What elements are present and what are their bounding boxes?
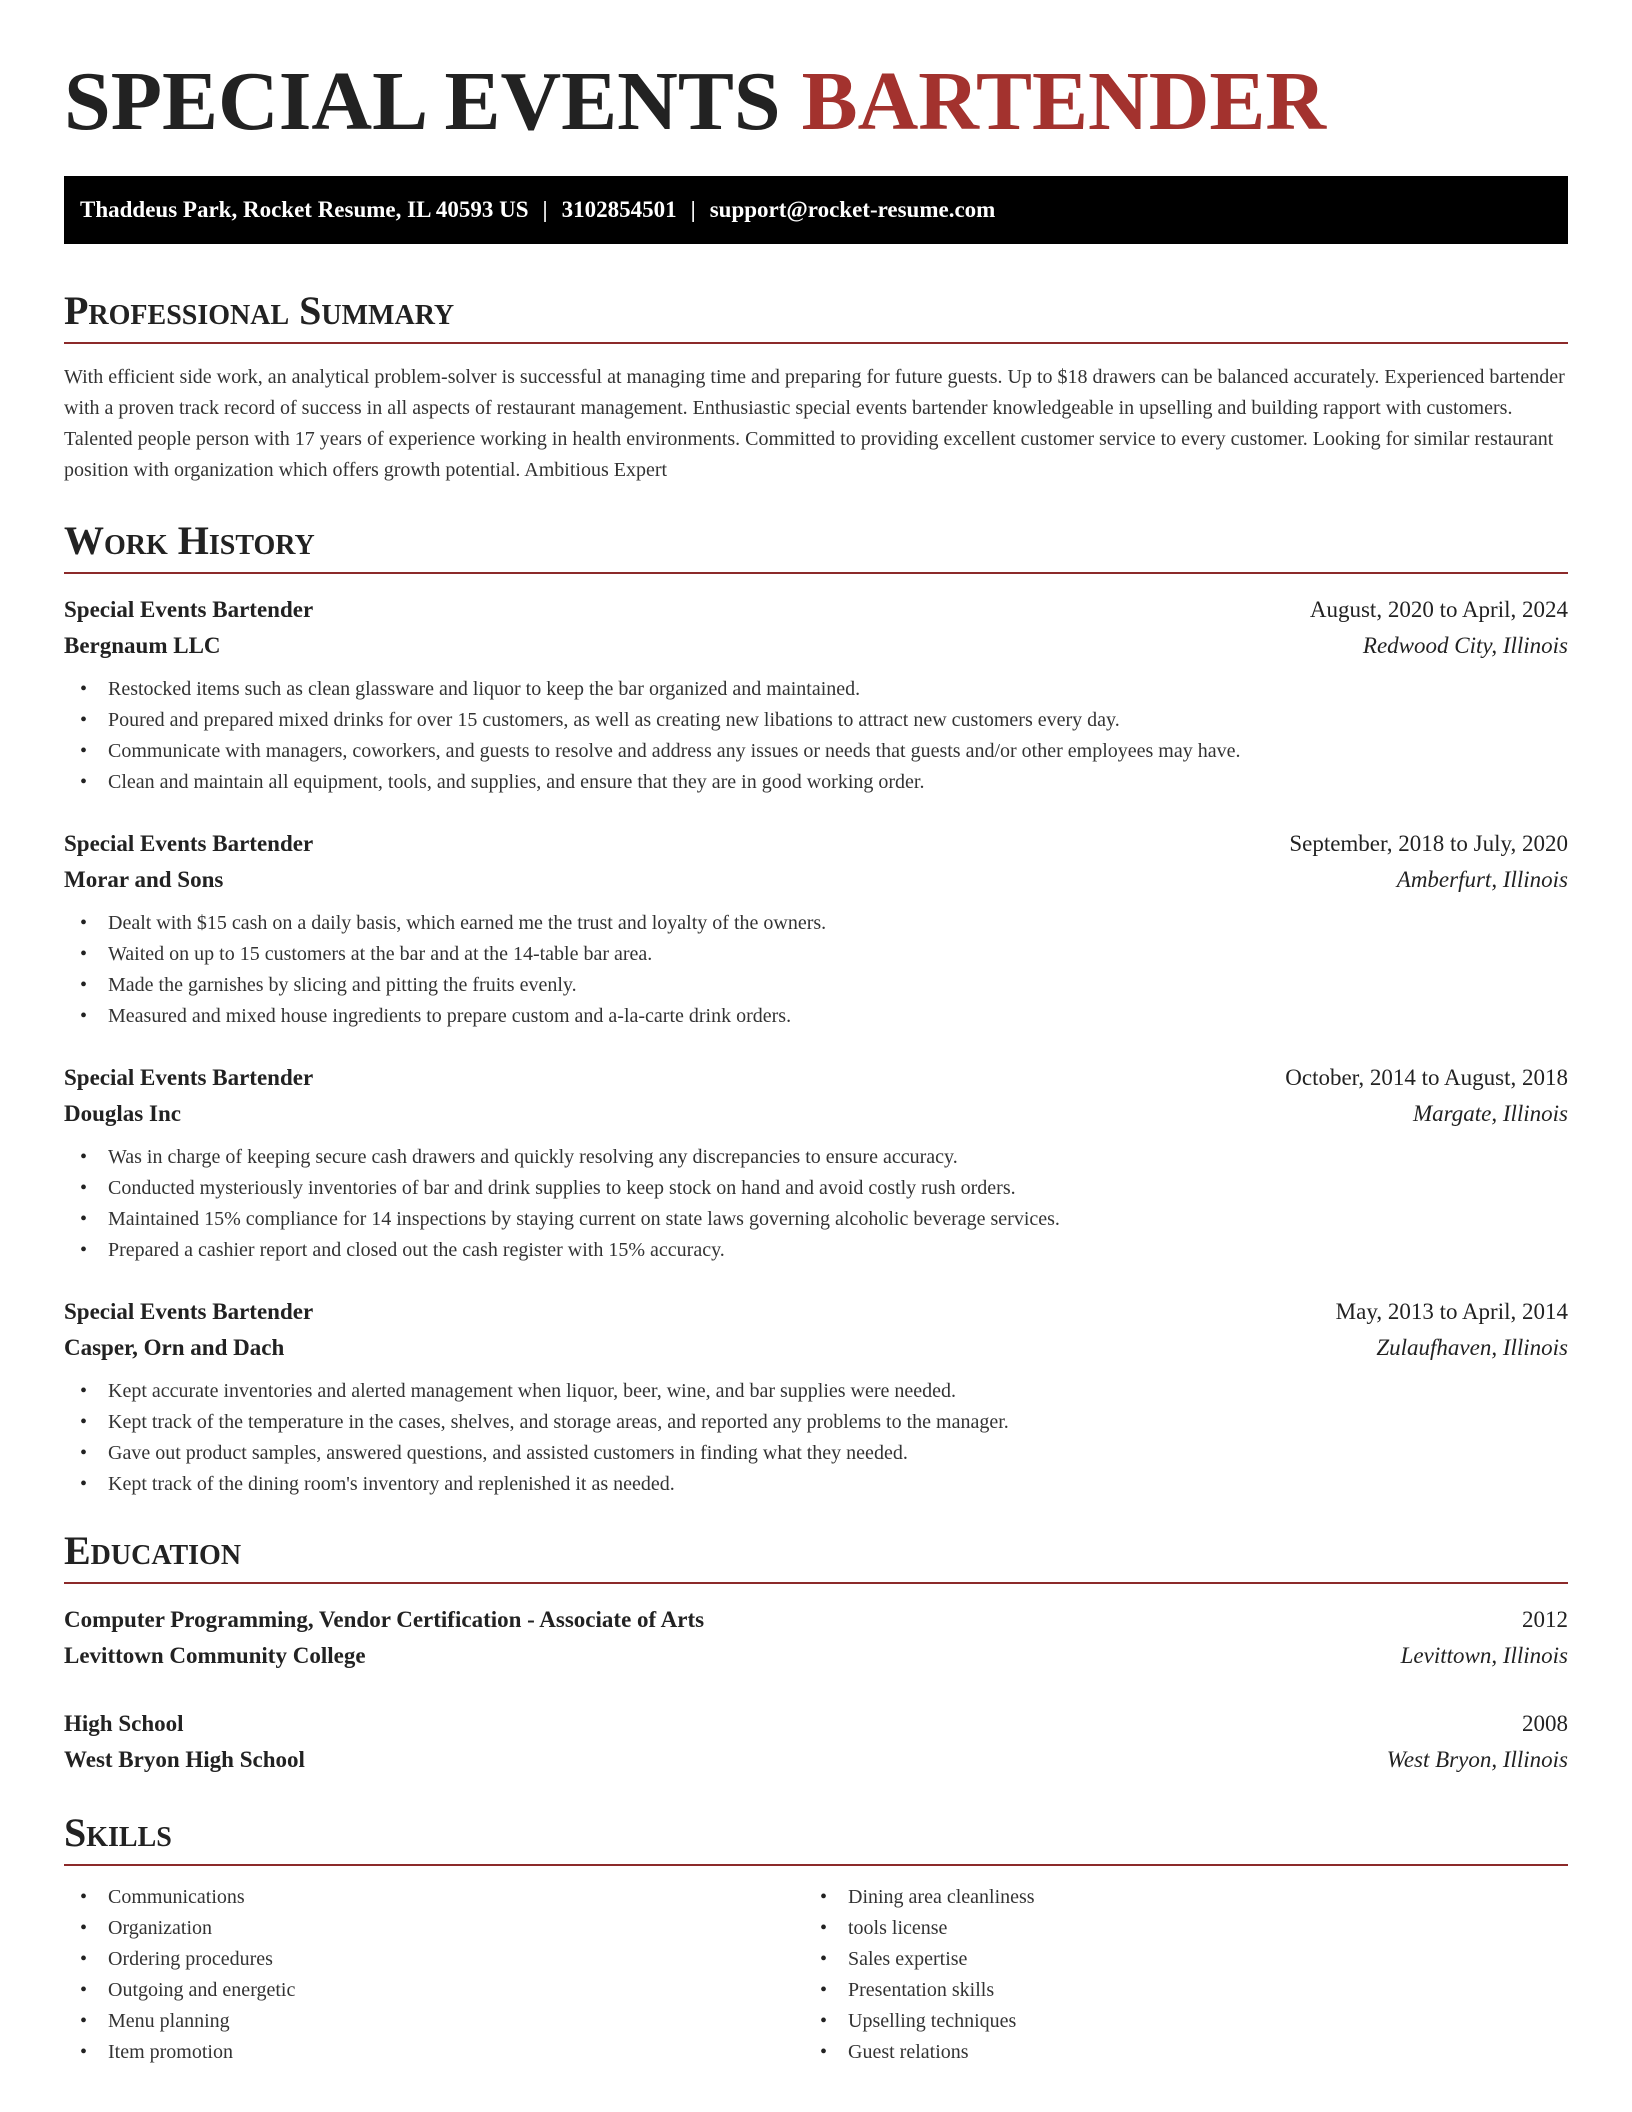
education-degree: Computer Programming, Vendor Certification - Associate of Arts	[64, 1607, 705, 1632]
contact-email[interactable]: support@rocket-resume.com	[709, 197, 996, 222]
skill-item: • Menu planning	[64, 2006, 804, 2037]
job-location: Amberfurt, Illinois	[1396, 867, 1568, 892]
title-accent: BARTENDER	[801, 55, 1327, 148]
job-entry	[64, 1060, 1568, 1266]
job-bullets	[64, 1142, 1568, 1266]
job-bullet: • Waited on up to 15 customers at the bar and at the 14-table bar area.	[64, 939, 1568, 970]
job-bullet: • Prepared a cashier report and closed out the cash register with 15% accuracy.	[64, 1235, 1568, 1266]
job-bullet: • Kept accurate inventories and alerted management when liquor, beer, wine, and bar supplies were needed.	[64, 1376, 1568, 1407]
summary-section	[64, 286, 1568, 486]
skills-list-right	[804, 1882, 1544, 2068]
job-bullet: • Communicate with managers, coworkers, and guests to resolve and address any issues or needs that guests and/or other employees may have.	[64, 736, 1568, 767]
job-title-row	[64, 1294, 1568, 1330]
job-bullet: • Maintained 15% compliance for 14 inspections by staying current on state laws governing alcoholic beverage services.	[64, 1204, 1568, 1235]
job-company-row	[64, 862, 1568, 898]
job-bullet: • Restocked items such as clean glassware and liquor to keep the bar organized and maintained.	[64, 674, 1568, 705]
skill-item: • Dining area cleanliness	[804, 1882, 1544, 1913]
job-location: Zulaufhaven, Illinois	[1376, 1335, 1568, 1360]
job-dates: October, 2014 to August, 2018	[1285, 1065, 1568, 1090]
skill-item: • Sales expertise	[804, 1944, 1544, 1975]
education-location: Levittown, Illinois	[1400, 1643, 1568, 1668]
job-company: Casper, Orn and Dach	[64, 1335, 285, 1360]
job-dates: August, 2020 to April, 2024	[1309, 597, 1568, 622]
job-bullets	[64, 1376, 1568, 1500]
title-main: SPECIAL EVENTS	[64, 55, 781, 148]
job-bullet: • Gave out product samples, answered questions, and assisted customers in finding what they needed.	[64, 1438, 1568, 1469]
job-dates: September, 2018 to July, 2020	[1289, 831, 1568, 856]
job-title: Special Events Bartender	[64, 831, 314, 856]
job-bullet: • Conducted mysteriously inventories of bar and drink supplies to keep stock on hand and avoid costly rush orders.	[64, 1173, 1568, 1204]
education-heading: Education	[64, 1526, 1568, 1584]
resume-title	[64, 0, 1568, 152]
job-bullet: • Dealt with $15 cash on a daily basis, which earned me the trust and loyalty of the owners.	[64, 908, 1568, 939]
education-school: West Bryon High School	[64, 1747, 305, 1772]
job-entry	[64, 826, 1568, 1032]
contact-address: Thaddeus Park, Rocket Resume, IL 40593 US	[80, 197, 529, 222]
job-bullet: • Made the garnishes by slicing and pitting the fruits evenly.	[64, 970, 1568, 1001]
job-location: Redwood City, Illinois	[1362, 633, 1568, 658]
job-title-row	[64, 1060, 1568, 1096]
education-location: West Bryon, Illinois	[1386, 1747, 1568, 1772]
summary-text: With efficient side work, an analytical problem-solver is successful at managing time and preparing for future guests. Up to $18 drawers can be balanced accurately. Experienced bartender with a proven track record of success in all aspects of restaurant management. Enthusiastic special events bartender knowledgeable in upselling and building rapport with customers. Talented people person with 17 years of experience working in health environments. Committed to providing excellent customer service to every customer. Looking for similar restaurant position with organization which offers growth potential. Ambitious Expert	[64, 366, 1565, 481]
job-location: Margate, Illinois	[1412, 1101, 1568, 1126]
job-title-row	[64, 592, 1568, 628]
education-school: Levittown Community College	[64, 1643, 366, 1668]
job-company-row	[64, 1096, 1568, 1132]
skill-item: • Presentation skills	[804, 1975, 1544, 2006]
job-company: Bergnaum LLC	[64, 633, 221, 658]
job-title: Special Events Bartender	[64, 1065, 314, 1090]
education-school-row	[64, 1638, 1568, 1674]
resume-page	[64, 0, 1568, 2068]
job-bullets	[64, 908, 1568, 1032]
job-entry	[64, 592, 1568, 798]
job-title: Special Events Bartender	[64, 597, 314, 622]
skill-item: • tools license	[804, 1913, 1544, 1944]
education-degree: High School	[64, 1711, 184, 1736]
skill-item: • Organization	[64, 1913, 804, 1944]
contact-separator: |	[690, 197, 696, 222]
skill-item: • Ordering procedures	[64, 1944, 804, 1975]
job-company: Douglas Inc	[64, 1101, 181, 1126]
job-title: Special Events Bartender	[64, 1299, 314, 1324]
job-bullet: • Measured and mixed house ingredients to prepare custom and a-la-carte drink orders.	[64, 1001, 1568, 1032]
summary-heading: Professional Summary	[64, 286, 1568, 344]
skill-item: • Outgoing and energetic	[64, 1975, 804, 2006]
education-degree-row	[64, 1602, 1568, 1638]
work-history-section	[64, 516, 1568, 1500]
job-company: Morar and Sons	[64, 867, 224, 892]
job-title-row	[64, 826, 1568, 862]
skill-item: • Communications	[64, 1882, 804, 1913]
job-bullet: • Kept track of the temperature in the cases, shelves, and storage areas, and reported any problems to the manager.	[64, 1407, 1568, 1438]
job-bullet: • Clean and maintain all equipment, tools, and supplies, and ensure that they are in good working order.	[64, 767, 1568, 798]
education-degree-row	[64, 1706, 1568, 1742]
contact-separator: |	[542, 197, 548, 222]
education-entry	[64, 1602, 1568, 1674]
skill-item: • Item promotion	[64, 2037, 804, 2068]
skill-item: • Upselling techniques	[804, 2006, 1544, 2037]
skills-list-left	[64, 1882, 804, 2068]
job-company-row	[64, 628, 1568, 664]
education-section	[64, 1526, 1568, 1778]
job-bullet: • Was in charge of keeping secure cash drawers and quickly resolving any discrepancies to ensure accuracy.	[64, 1142, 1568, 1173]
job-company-row	[64, 1330, 1568, 1366]
skills-section	[64, 1808, 1568, 2068]
education-school-row	[64, 1742, 1568, 1778]
job-dates: May, 2013 to April, 2014	[1335, 1299, 1568, 1324]
skills-heading: Skills	[64, 1808, 1568, 1866]
job-bullet: • Kept track of the dining room's inventory and replenished it as needed.	[64, 1469, 1568, 1500]
job-bullets	[64, 674, 1568, 798]
contact-bar	[64, 176, 1568, 244]
skill-item: • Guest relations	[804, 2037, 1544, 2068]
contact-phone: 3102854501	[561, 197, 677, 222]
job-entry	[64, 1294, 1568, 1500]
education-entry	[64, 1706, 1568, 1778]
work-history-heading: Work History	[64, 516, 1568, 574]
education-year: 2008	[1522, 1711, 1568, 1736]
skills-columns	[64, 1882, 1568, 2068]
job-bullet: • Poured and prepared mixed drinks for over 15 customers, as well as creating new libations to attract new customers every day.	[64, 705, 1568, 736]
education-year: 2012	[1522, 1607, 1568, 1632]
